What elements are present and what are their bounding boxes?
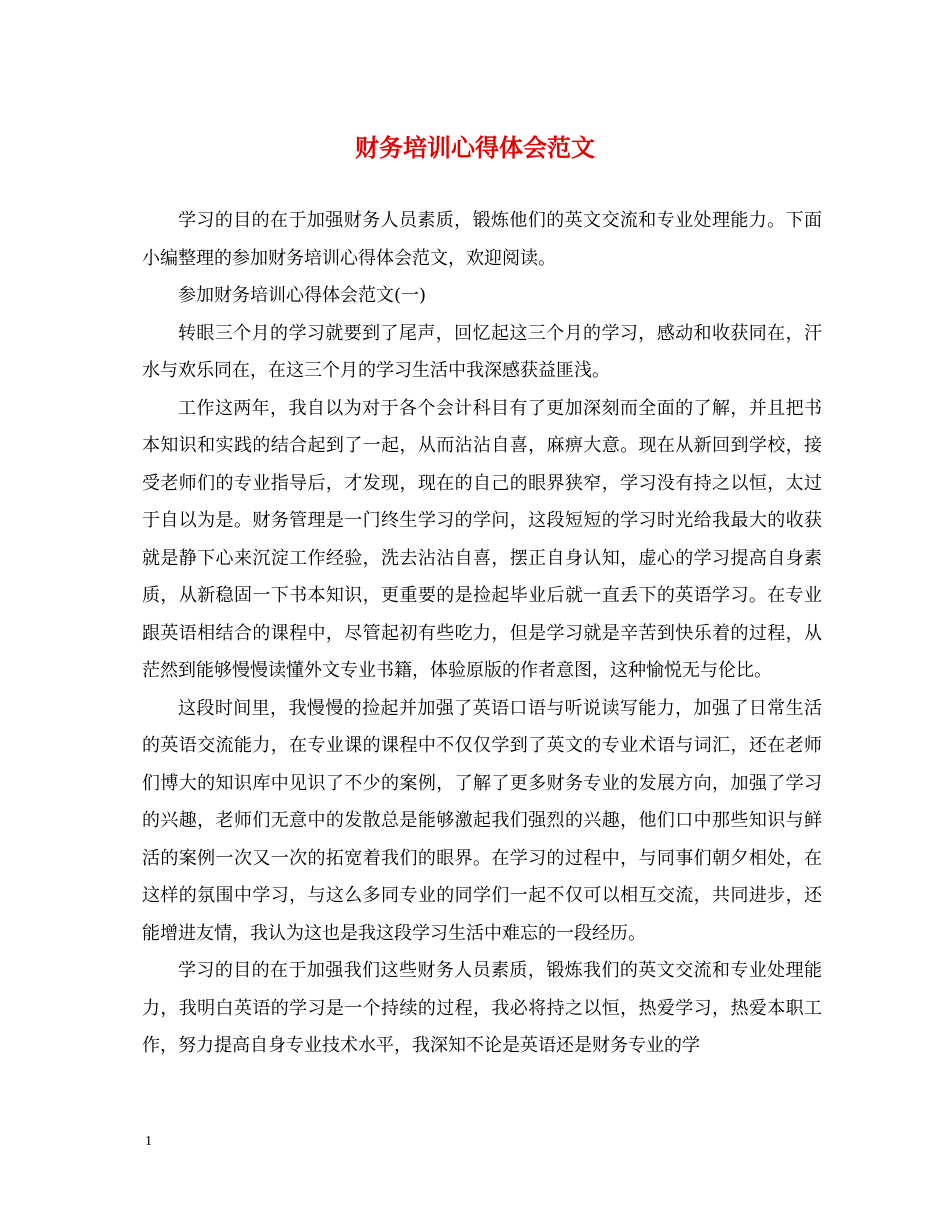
page-number: 1 [145,1134,152,1149]
paragraph-intro: 学习的目的在于加强财务人员素质，锻炼他们的英文交流和专业处理能力。下面小编整理的参加财务培训心得体会范文，欢迎阅读。 [142,210,822,269]
paragraph-3: 这段时间里，我慢慢的捡起并加强了英语口语与听说读写能力，加强了日常生活的英语交流能力，在专业课的课程中不仅仅学到了英文的专业术语与词汇，还在老师们博大的知识库中见识了不少的案例，了解了更多财务专业的发展方向，加强了学习的兴趣，老师们无意中的发散总是能够激起我们强烈的兴趣，他们口中那些知识与鲜活的案例一次又一次的拓宽着我们的眼界。在学习的过程中，与同事们朝夕相处，在这样的氛围中学习，与这么多同专业的同学们一起不仅可以相互交流，共同进步，还能增进友情，我认为这也是我这段学习生活中难忘的一段经历。 [142,697,822,944]
paragraph-2: 工作这两年，我自以为对于各个会计科目有了更加深刻而全面的了解，并且把书本知识和实践的结合起到了一起，从而沾沾自喜，麻痹大意。现在从新回到学校，接受老师们的专业指导后，才发现，现在的自己的眼界狭窄，学习没有持之以恒，太过于自以为是。财务管理是一门终生学习的学问，这段短短的学习时光给我最大的收获就是静下心来沉淀工作经验，洗去沾沾自喜，摆正自身认知，虚心的学习提高自身素质，从新稳固一下书本知识，更重要的是捡起毕业后就一直丢下的英语学习。在专业跟英语相结合的课程中，尽管起初有些吃力，但是学习就是辛苦到快乐着的过程，从茫然到能够慢慢读懂外文专业书籍，体验原版的作者意图，这种愉悦无与伦比。 [142,397,822,681]
section-heading: 参加财务培训心得体会范文(一) [178,285,427,306]
document-body [142,202,822,1065]
paragraph-1: 转眼三个月的学习就要到了尾声，回忆起这三个月的学习，感动和收获同在，汗水与欢乐同在，在这三个月的学习生活中我深感获益匪浅。 [142,322,822,381]
paragraph-4: 学习的目的在于加强我们这些财务人员素质，锻炼我们的英文交流和专业处理能力，我明白英语的学习是一个持续的过程，我必将持之以恒，热爱学习，热爱本职工作，努力提高自身专业技术水平，我深知不论是英语还是财务专业的学 [142,960,822,1056]
document-title: 财务培训心得体会范文 [355,133,595,162]
